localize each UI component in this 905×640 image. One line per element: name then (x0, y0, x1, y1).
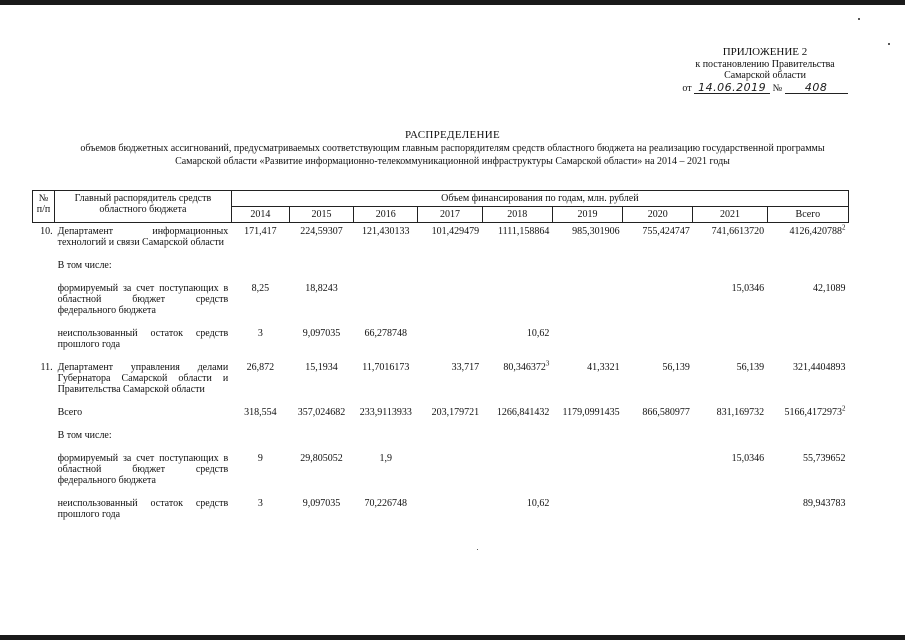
table-row-total (33, 404, 849, 427)
header-year: 2020 (623, 207, 693, 223)
cell: 66,278748 (364, 328, 408, 339)
cell (482, 450, 552, 495)
table-row (33, 427, 849, 450)
document-subtitle-1: объемов бюджетных ассигнований, предусматриваемых соответствующим главным распорядителям средств областного бюджета на реализацию государственной программы (80, 143, 825, 154)
funding-table (32, 190, 849, 529)
cell (418, 325, 482, 359)
table-row (33, 325, 849, 359)
document-heading (30, 129, 875, 168)
cell (482, 359, 552, 404)
row-index: 10. (40, 226, 53, 237)
cell: 121,430133 (362, 226, 410, 237)
appendix-number: 408 (785, 82, 848, 95)
table-row (33, 495, 849, 529)
cell: 318,554 (244, 407, 277, 418)
cell: 15,0346 (731, 283, 765, 294)
cell: 18,8243 (305, 283, 338, 294)
cell-total (767, 404, 848, 427)
cell: 41,3321 (587, 362, 620, 373)
table-row (33, 223, 849, 258)
appendix-title: ПРИЛОЖЕНИЕ 2 (722, 46, 808, 58)
table-row (33, 280, 849, 325)
cell (552, 450, 622, 495)
scan-edge-bottom (0, 635, 905, 640)
header-no: № п/п (33, 191, 55, 223)
cell (354, 280, 418, 325)
cell: 10,62 (526, 498, 550, 509)
cell: 26,872 (246, 362, 275, 373)
cell (552, 325, 622, 359)
cell: 101,429479 (431, 226, 480, 237)
cell (623, 450, 693, 495)
cell: 10,62 (526, 328, 550, 339)
cell: 1111,158864 (497, 226, 550, 237)
appendix-line-1: к постановлению Правительства (695, 58, 835, 70)
cell (623, 325, 693, 359)
cell: 9,097035 (302, 498, 341, 509)
cell: 8,25 (251, 283, 270, 294)
cell (552, 495, 622, 529)
table-row (33, 359, 849, 404)
cell: 15,0346 (731, 453, 765, 464)
cell: 224,59307 (300, 226, 343, 237)
header-year: 2017 (418, 207, 482, 223)
cell-total: 42,1089 (813, 283, 846, 294)
appendix-date: 14.06.2019 (694, 82, 770, 95)
cell (418, 495, 482, 529)
cell: 1,9 (379, 453, 393, 464)
cell-value: 5166,4172973 (784, 407, 842, 418)
scan-edge-top (0, 0, 905, 5)
cell: 741,6613720 (711, 226, 765, 237)
cell (418, 280, 482, 325)
cell-total (767, 223, 848, 258)
header-year: 2018 (482, 207, 552, 223)
cell: 233,9113933 (359, 407, 412, 418)
cell: 831,169732 (716, 407, 765, 418)
cell (623, 495, 693, 529)
row-name: неиспользованный остаток средств прошлого года (57, 498, 229, 520)
cell: 985,301906 (572, 226, 620, 237)
header-year: 2016 (354, 207, 418, 223)
cell (693, 495, 767, 529)
cell (552, 280, 622, 325)
header-year: 2014 (231, 207, 289, 223)
row-name: формируемый за счет поступающих в областной бюджет средств федерального бюджета (57, 453, 229, 486)
cell: 29,805052 (300, 453, 343, 464)
cell: 33,717 (451, 362, 480, 373)
cell (482, 280, 552, 325)
cell: 357,024682 (297, 407, 346, 418)
footnote-mark: 2 (842, 223, 846, 232)
header-year: 2019 (552, 207, 622, 223)
header-total: Всего (767, 207, 848, 223)
cell-total: 89,943783 (803, 498, 846, 509)
footnote-mark: 2 (842, 404, 846, 413)
cell: 203,179721 (431, 407, 480, 418)
cell: 70,226748 (364, 498, 408, 509)
header-year: 2015 (289, 207, 353, 223)
cell (693, 325, 767, 359)
scan-speck (888, 43, 890, 45)
document-subtitle-2: Самарской области «Развитие информационно-телекоммуникационной инфраструктуры Самарской области» на 2014 – 2021 годы (175, 156, 730, 167)
cell: 866,580977 (642, 407, 690, 418)
row-name: В том числе: (57, 260, 112, 271)
row-name: Департамент управления делами Губернатора Самарской области и Правительства Самарской области (57, 362, 229, 395)
cell: 56,139 (662, 362, 690, 373)
cell: 1266,841432 (496, 407, 550, 418)
header-distributor: Главный распорядитель средств областного бюджета (55, 191, 232, 223)
row-name: В том числе: (57, 430, 112, 441)
row-index: 11. (40, 362, 53, 373)
row-name: формируемый за счет поступающих в областной бюджет средств федерального бюджета (57, 283, 229, 316)
header-year: 2021 (693, 207, 767, 223)
cell-total: 55,739652 (803, 453, 846, 464)
cell: 11,7016173 (362, 362, 410, 373)
appendix-block (640, 47, 890, 94)
table-row (33, 450, 849, 495)
appendix-line-2: Самарской области (724, 70, 806, 81)
cell-total (767, 325, 848, 359)
footnote-mark: 3 (545, 359, 550, 368)
cell-value: 4126,420788 (789, 226, 842, 237)
row-name: неиспользованный остаток средств прошлого года (57, 328, 229, 350)
scan-speck (477, 549, 478, 550)
cell: 9 (257, 453, 263, 464)
cell (623, 280, 693, 325)
appendix-from: от (682, 82, 692, 94)
table-row (33, 257, 849, 280)
scan-speck (858, 18, 860, 20)
table-header-row (33, 191, 849, 207)
cell: 9,097035 (302, 328, 341, 339)
appendix-signature-line (640, 82, 890, 95)
header-group: Объем финансирования по годам, млн. рублей (231, 191, 848, 207)
cell-total: 321,4404893 (793, 362, 846, 373)
cell: 1179,0991435 (562, 407, 620, 418)
cell: 3 (257, 498, 263, 509)
cell: 171,417 (244, 226, 277, 237)
appendix-number-sign: № (772, 82, 783, 94)
cell: 56,139 (736, 362, 765, 373)
cell: 755,424747 (642, 226, 690, 237)
cell (418, 450, 482, 495)
cell: 3 (257, 328, 263, 339)
cell: 15,1934 (305, 362, 338, 373)
document-title: РАСПРЕДЕЛЕНИЕ (405, 129, 500, 141)
row-name: Всего (57, 407, 83, 418)
cell-value: 80,346372 (503, 362, 546, 373)
row-name: Департамент информационных технологий и связи Самарской области (57, 226, 229, 248)
